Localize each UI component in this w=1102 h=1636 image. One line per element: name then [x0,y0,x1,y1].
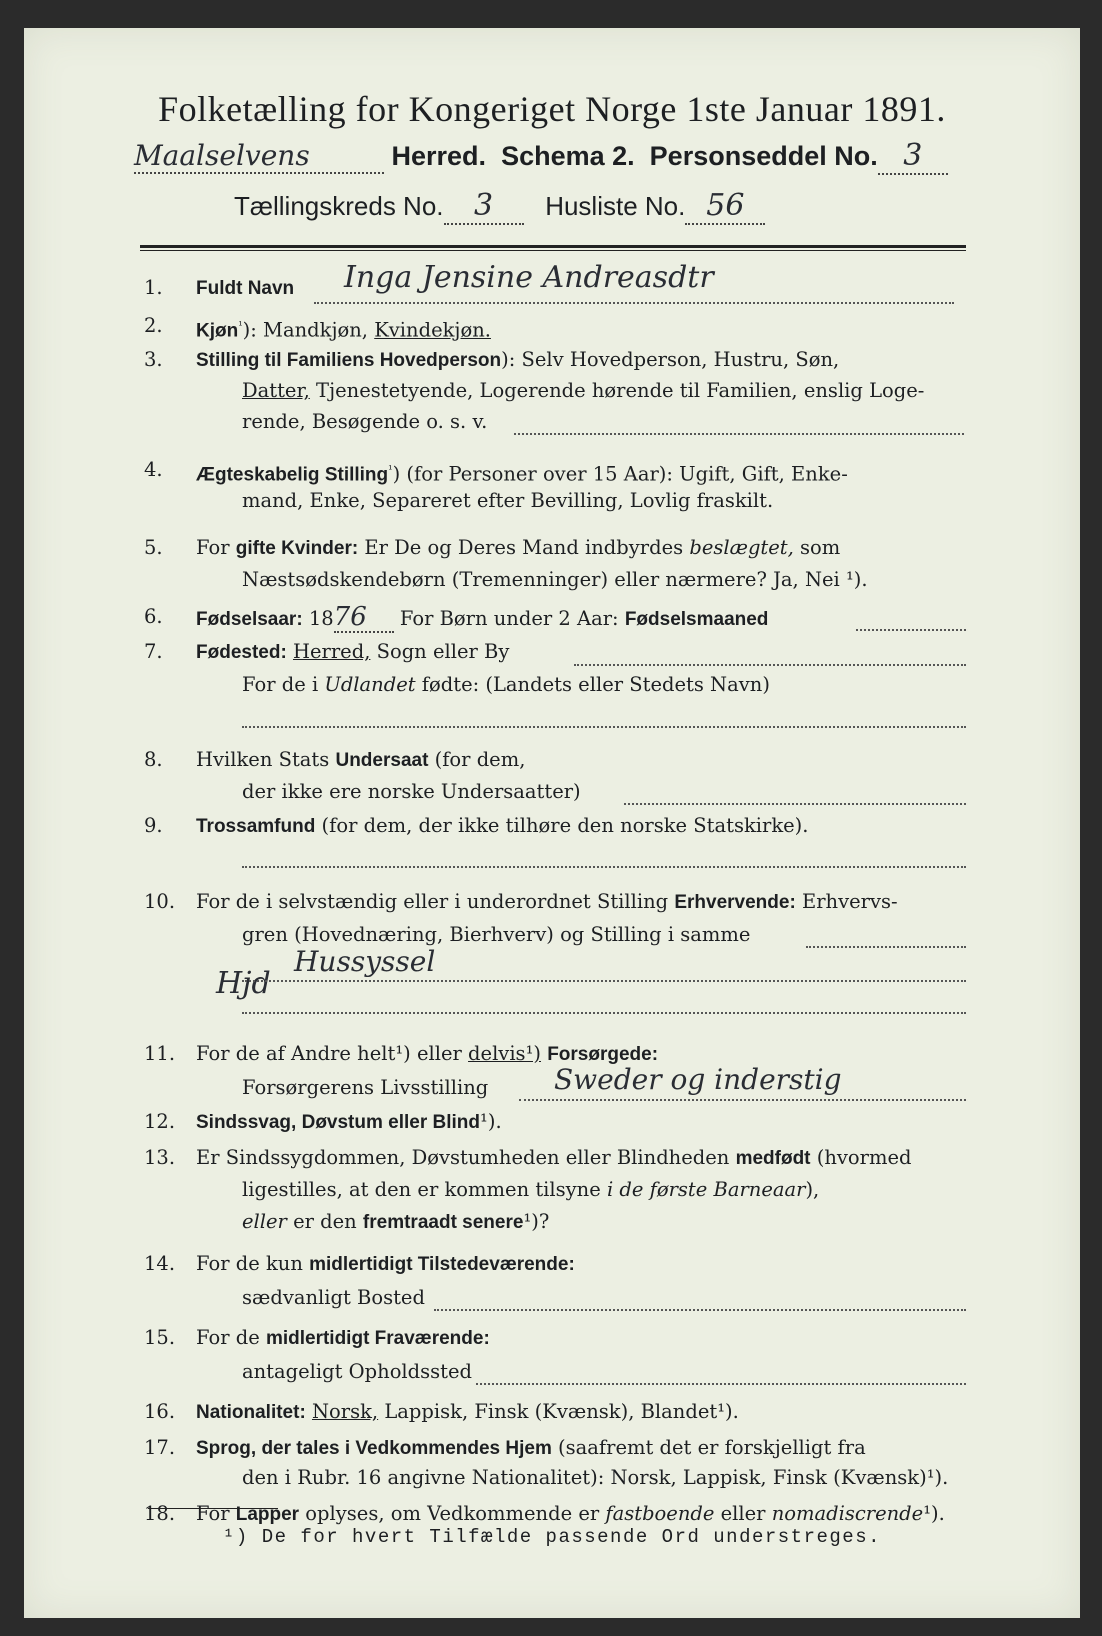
header-herred-line [134,138,1014,182]
selected-option: Kvindekjøn. [374,318,491,342]
header-rule-thin [140,250,966,251]
selected-option: delvis¹) [468,1042,541,1065]
selected-option: Norsk, [311,1400,379,1423]
answer-provider: Sweder og inderstig [554,1063,842,1096]
question-1 [144,260,974,314]
footnote: ¹) De for hvert Tilfælde passende Ord understreges. [223,1526,881,1548]
answer-occupation: Hussyssel [294,945,436,978]
page-title: Folketælling for Kongeriget Norge 1ste Januar 1891. [158,89,946,129]
header-rule [140,245,966,248]
question-number: 1. [144,276,163,299]
herred-label: Herred. [391,141,487,171]
husliste-number: 56 [685,188,765,225]
kreds-label: Tællingskreds No. [234,191,444,221]
answer-full-name: Inga Jensine Andreasdtr [344,260,714,295]
personseddel-label: Personseddel No. [649,141,878,171]
footnote-rule [148,1508,278,1509]
husliste-label: Husliste No. [545,191,686,221]
selected-option: Datter, [242,379,310,402]
margin-annotation: Hjd [216,966,271,1001]
header-kreds-line [234,188,934,232]
question-label: Fuldt Navn [196,278,295,299]
herred-name: Maalselvens [134,139,384,174]
kreds-number: 3 [444,188,524,225]
schema-label: Schema 2. [501,141,635,171]
personseddel-number: 3 [878,138,948,175]
census-form: Folketælling for Kongeriget Norge 1ste Januar 1891. Maalselvens Herred. Schema 2. Personseddel No. 3 Tællingskreds No. 3 Husliste No. 56 1. Fuldt Navn Inga Jensine Andreasdtr 2. Kjøn$^{^1}$): Mandkjøn, Kvindekjøn. 3. Stilling til Familiens Hovedperson): Selv Hovedperson, Hustru, Søn, Datter, Tjenestetyende, Logerende hørende til Familien, enslig Loge- rende, Besøgende o. s. v. 4. Ægteskabelig Stilling$^{^1}$) (for Personer over 15 Aar): Ugift, Gift, Enke- mand, Enke, Separeret efter Bevilling, Lovlig fraskilt. 5. For gifte Kvinder: Er De og Deres Mand indbyrdes beslægtet, som Næstsødskendebørn (Tremenninger) eller nærmere? Ja, Nei ¹). 6. Fødselsaar: 1876 For Børn under 2 Aar: Fødselsmaaned 7. Fødested: Herred, Sogn eller By For de i Udlandet fødte: (Landets eller Stedets Navn) 8. Hvilken Stats Undersaat (for dem, der ikke ere norske Undersaatter) 9. Trossamfund (for dem, der ikke tilhøre den norske Statskirke). 10. For de i selvstændig eller i underordnet Stilling Erhvervende: Erhvervs- gren (Hovednæring, Bierhverv) og Stilling i samme Hjd Hussyssel 11. For de af Andre helt¹) eller delvis¹) Forsørgede: Forsørgerens Livsstilling Sweder og inderstig 12. Sindssvag, Døvstum eller Blind¹). 13. Er Sindssygdommen, Døvstumheden eller Blindheden medfødt (hvormed ligestilles, at den er kommen tilsyne i de første Barneaar), eller er den fremtraadt senere¹)? 14. For de kun midlertidigt Tilstedeværende: sædvanligt Bosted 15. For de midlertidigt Fraværende: antageligt Opholdssted 16. Nationalitet: Norsk, Lappisk, Finsk (Kvænsk), Blandet¹). 17. Sprog, der tales i Vedkommendes Hjem (saafremt det er forskjelligt fra den i Rubr. 16 angivne Nationalitet): Norsk, Lappisk, Finsk (Kvænsk)¹). 18. For Lapper oplyses, om Vedkommende er fastboende eller nomadiscrende¹). ¹) De for hvert Tilfælde passende Ord understreges. [24,28,1080,1618]
answer-birth-year: 76 [334,603,394,633]
selected-option: Herred, [292,640,371,663]
